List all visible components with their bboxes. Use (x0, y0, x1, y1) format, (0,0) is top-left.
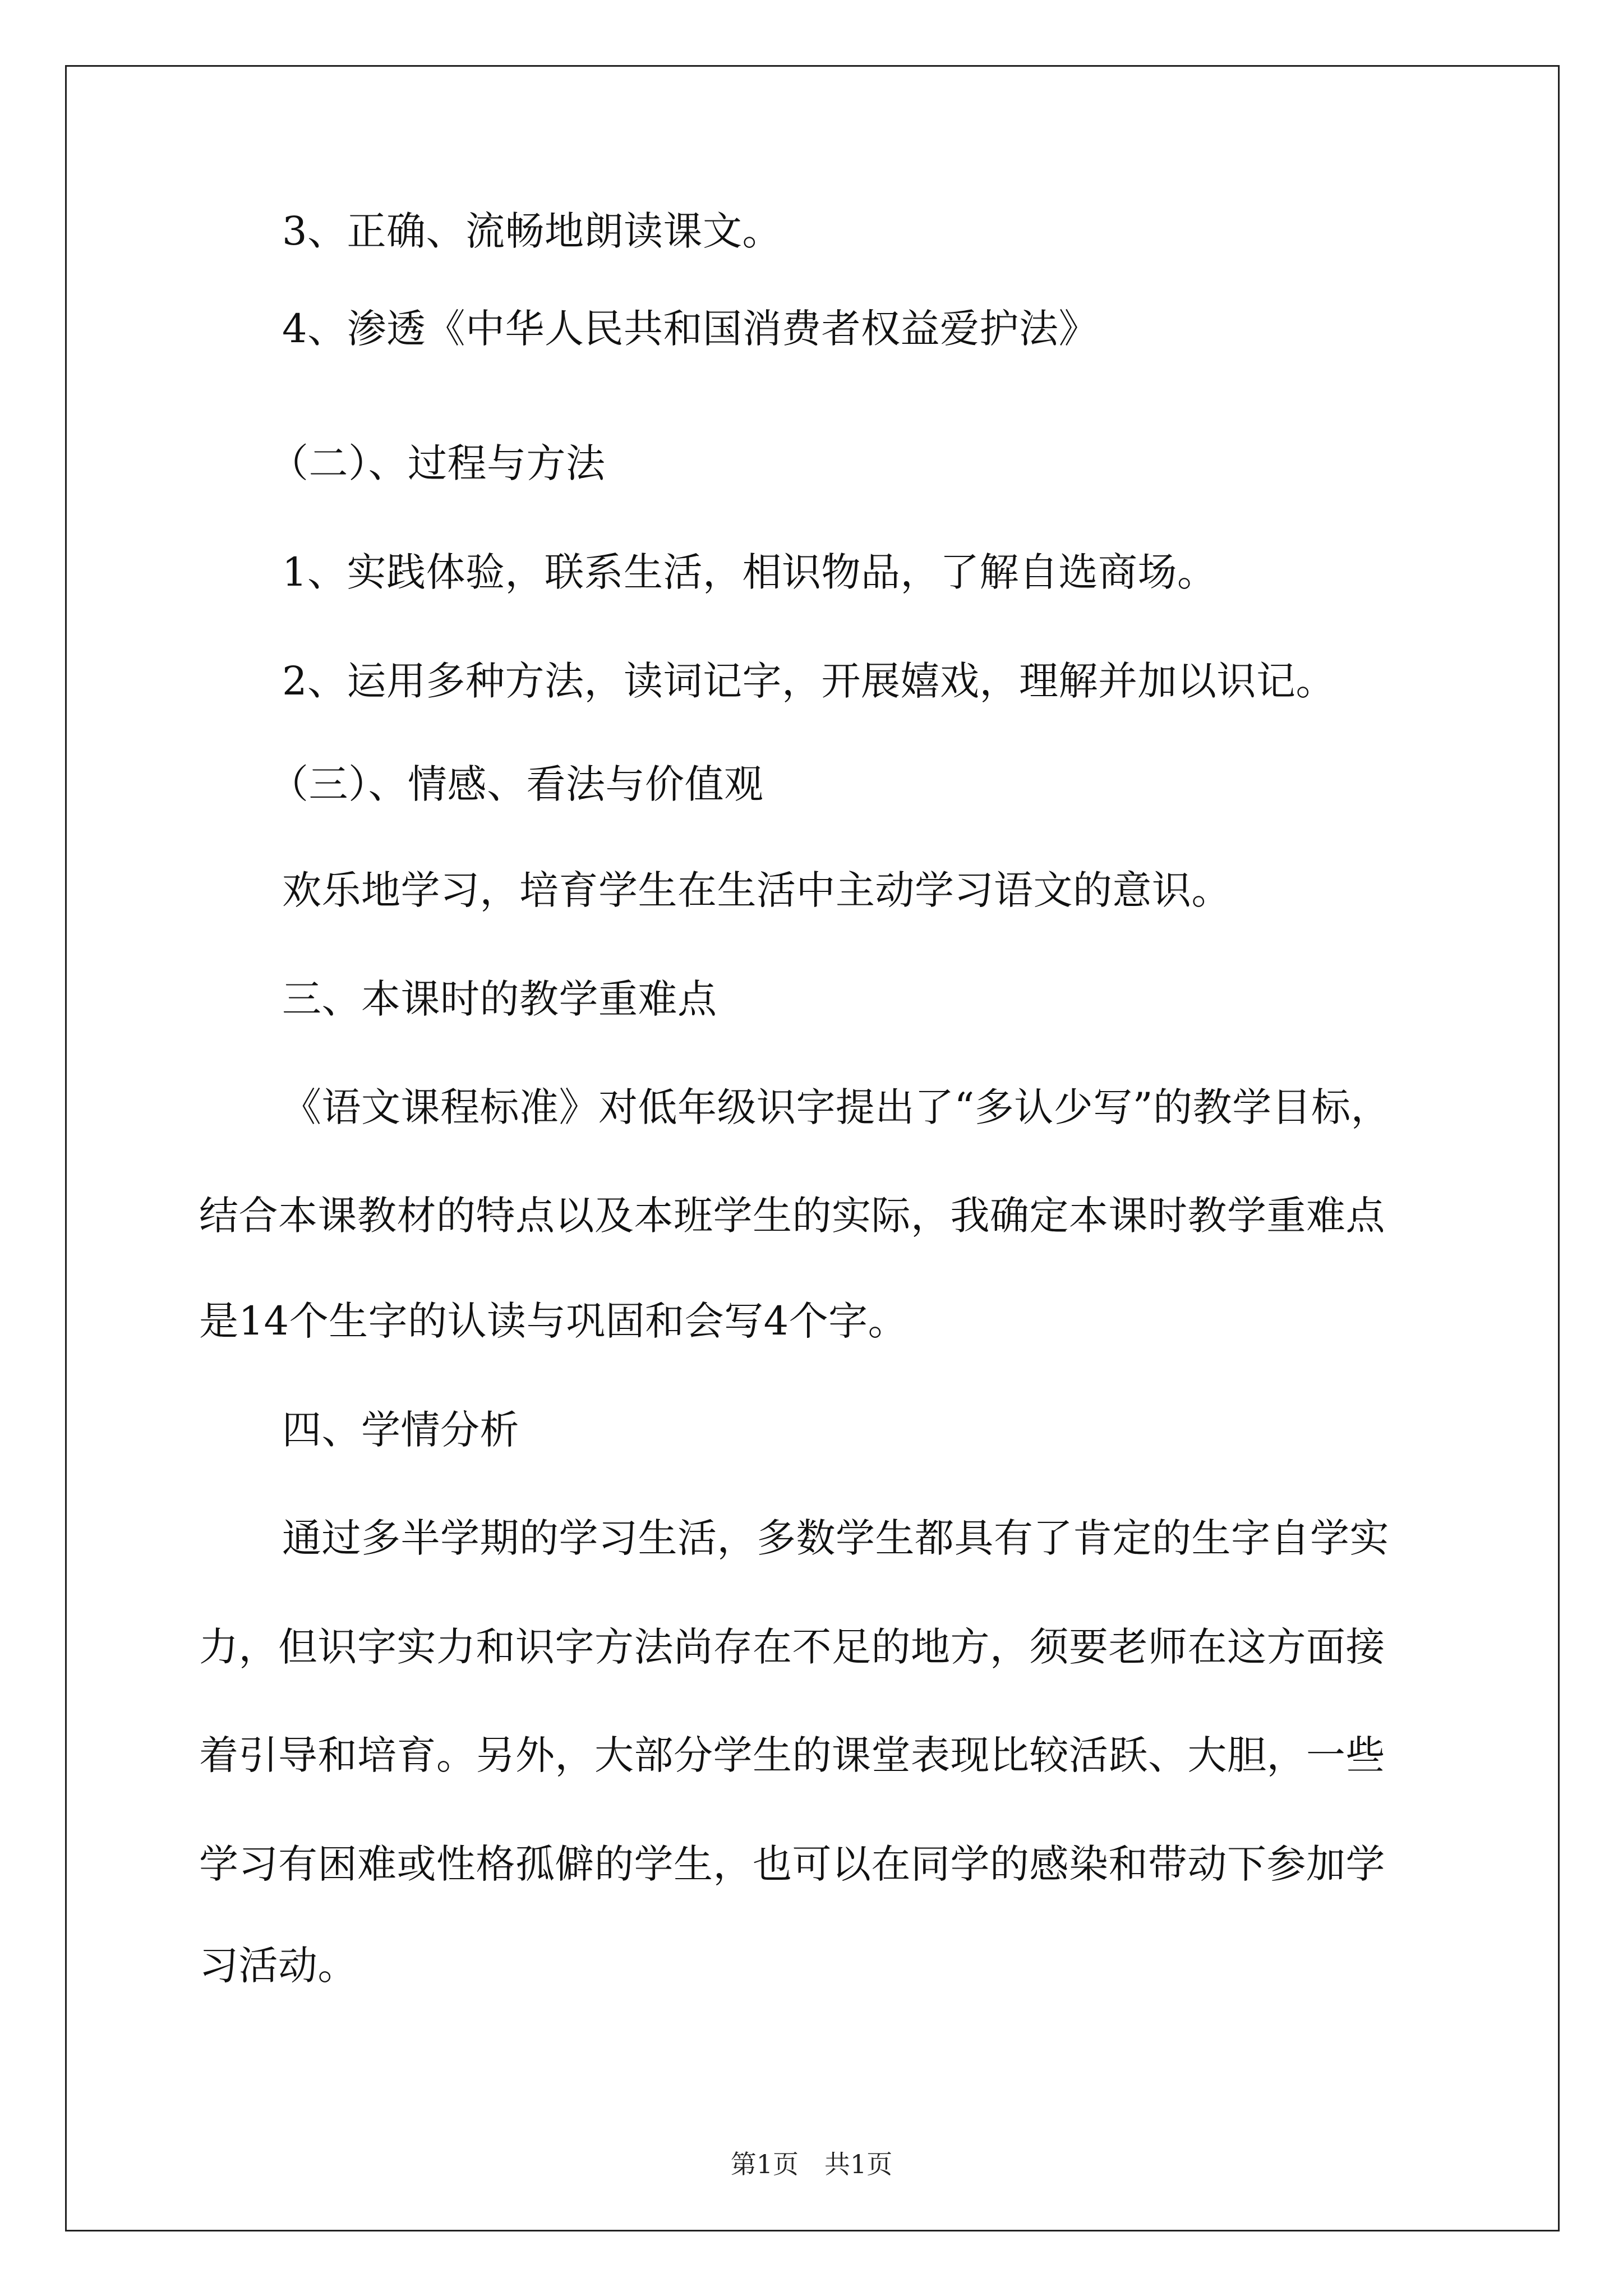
text-line: 着引导和培育。另外，大部分学生的课堂表现比较活跃、大胆，一些 (199, 1732, 1385, 1778)
text-line: 4、渗透《中华人民共和国消费者权益爱护法》 (282, 306, 1099, 352)
text-line: 1、实践体验，联系生活，相识物品，了解自选商场。 (282, 549, 1217, 595)
section-heading: （三）、情感、看法与价值观 (269, 761, 764, 807)
text-line: 通过多半学期的学习生活，多数学生都具有了肯定的生字自学实 (282, 1515, 1389, 1561)
section-heading: 三、本课时的教学重难点 (282, 976, 717, 1022)
text-line: 是14个生字的认读与巩固和会写4个字。 (199, 1298, 908, 1344)
page-footer: 第1页 共1页 (730, 2149, 893, 2179)
text-line: 《语文课程标准》对低年级识字提出了“多认少写”的教学目标， (282, 1084, 1391, 1130)
text-line: 欢乐地学习，培育学生在生活中主动学习语文的意识。 (282, 867, 1231, 913)
text-line: 习活动。 (199, 1943, 357, 1989)
text-line: 学习有困难或性格孤僻的学生，也可以在同学的感染和带动下参加学 (199, 1841, 1385, 1887)
text-line: 力，但识字实力和识字方法尚存在不足的地方，须要老师在这方面接 (199, 1624, 1385, 1670)
text-line: 2、运用多种方法，读词记字，开展嬉戏，理解并加以识记。 (282, 658, 1336, 704)
text-line: 3、正确、流畅地朗读课文。 (282, 208, 782, 254)
page-border (65, 65, 1560, 2231)
section-heading: （二）、过程与方法 (269, 440, 606, 486)
section-heading: 四、学情分析 (282, 1407, 519, 1453)
text-line: 结合本课教材的特点以及本班学生的实际，我确定本课时教学重难点 (199, 1193, 1385, 1239)
